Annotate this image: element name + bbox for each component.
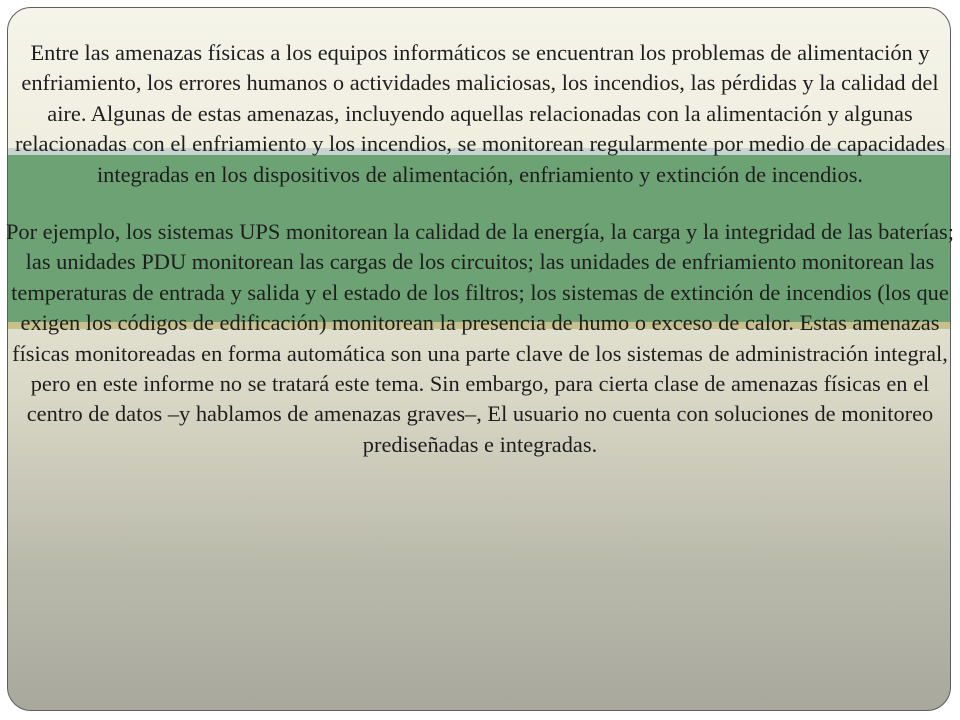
paragraph-1: Entre las amenazas físicas a los equipos informáticos se encuentran los problemas de alimentación y enfriamiento, los errores humanos o actividades maliciosas, los incendios, las pérdidas y la calidad del aire. Algunas de estas amenazas, incluyendo aquellas relacionadas con la alimentación y algunas relacionadas con el enfriamiento y los incendios, se monitorean regularmente por medio de capacidades integradas en los dispositivos de alimentación, enfriamiento y extinción de incendios. <box>14 40 946 187</box>
slide-body-text <box>0 38 960 460</box>
paragraph-2: Por ejemplo, los sistemas UPS monitorean la calidad de la energía, la carga y la integridad de las baterías; las unidades PDU monitorean las cargas de los circuitos; las unidades de enfriamiento monitorean las temperaturas de entrada y salida y el estado de los filtros; los sistemas de extinción de incendios (los que exigen los códigos de edificación) monitorean la presencia de humo o exceso de calor. Estas amenazas físicas monitoreadas en forma automática son una parte clave de los sistemas de administración integral, pero en este informe no se tratará este tema. Sin embargo, para cierta clase de amenazas físicas en el centro de datos –y hablamos de amenazas graves–, El usuario no cuenta con soluciones de monitoreo prediseñadas e integradas. <box>5 219 954 457</box>
